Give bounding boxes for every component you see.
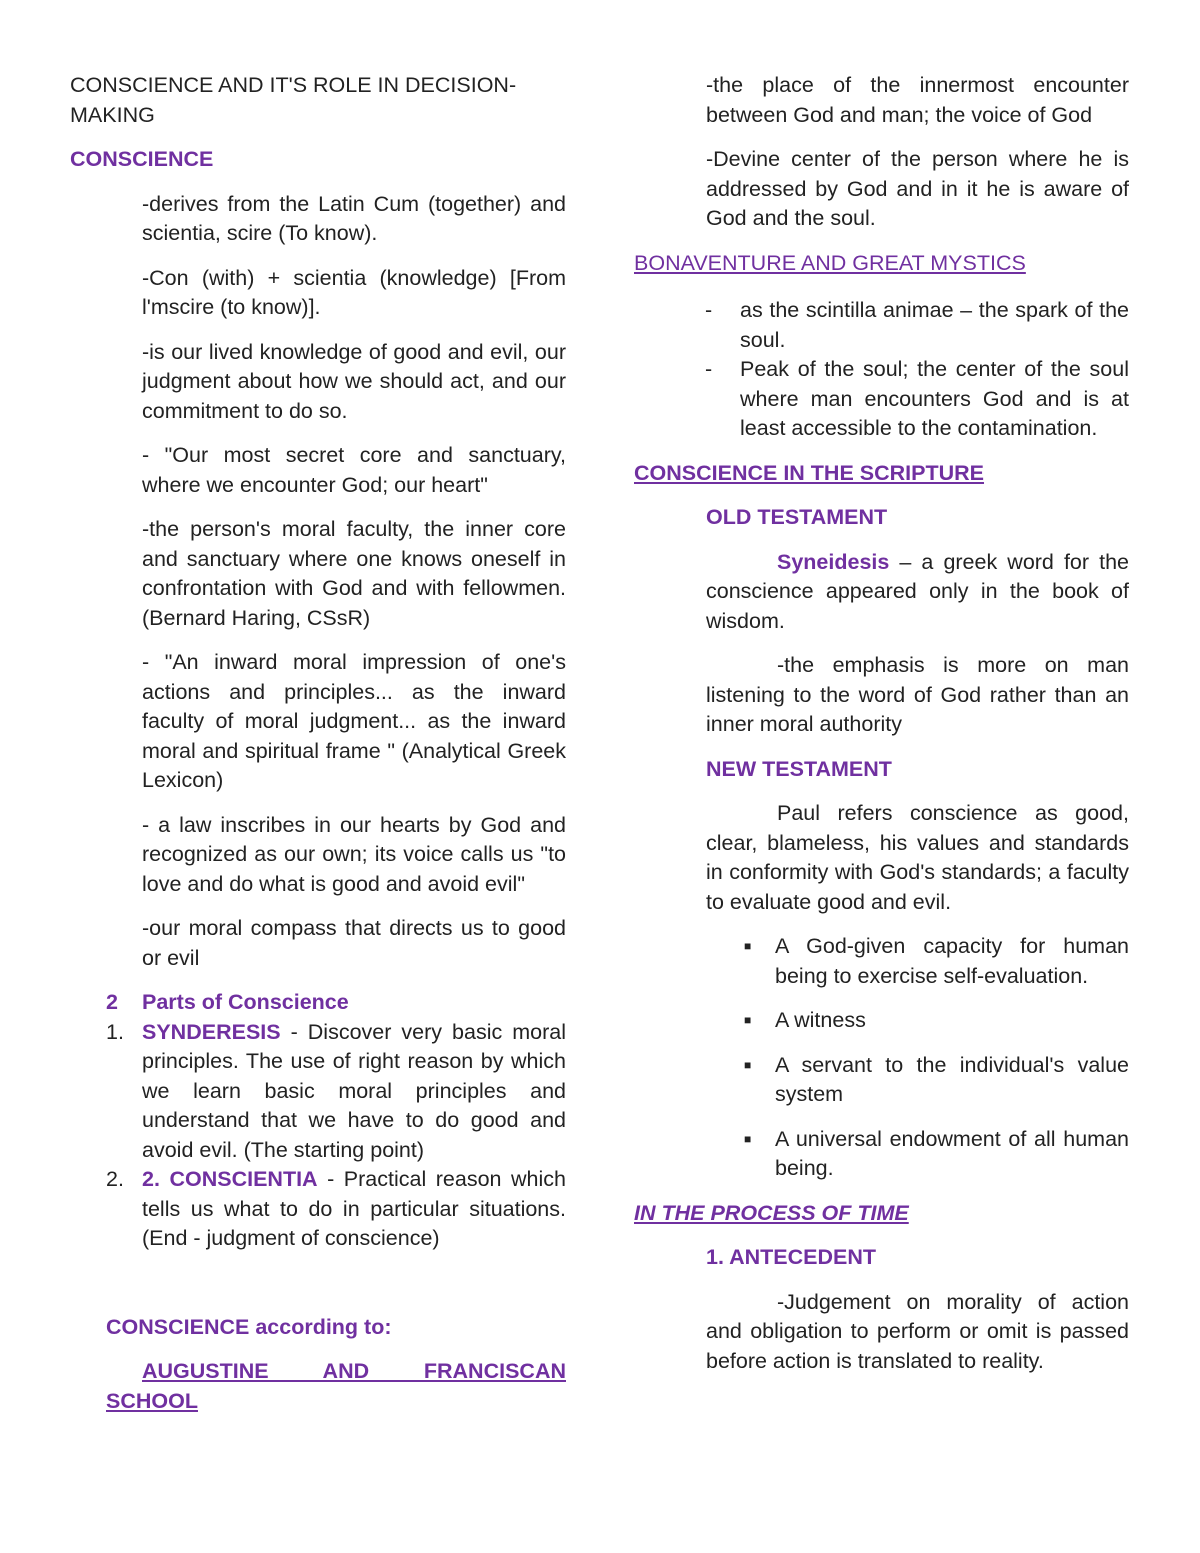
parts-heading-label: Parts of Conscience — [142, 990, 349, 1014]
square-bullet-icon: ■ — [744, 1057, 752, 1072]
old-testament-text: Syneidesis – a greek word for the conscience appeared only in the book of wisdom. — [706, 549, 1129, 633]
augustine-heading: AUGUSTINE AND FRANCISCAN SCHOOL — [106, 1359, 566, 1413]
process-heading: IN THE PROCESS OF TIME — [634, 1200, 909, 1225]
nt-bullet: ■ A God-given capacity for human being to exercise self-evaluation. — [744, 934, 1129, 988]
part-number: 1. — [106, 1019, 124, 1044]
intro-1: -the place of the innermost encounter between God and man; the voice of God — [706, 73, 1129, 127]
intro-2: -Devine center of the person where he is addressed by God and in it he is aware of God and the soul. — [706, 147, 1129, 230]
old-testament-text-2: -the emphasis is more on man listening to the word of God rather than an inner moral authority — [706, 653, 1129, 736]
left-column — [70, 71, 566, 1416]
new-testament-heading: NEW TESTAMENT — [706, 756, 892, 781]
definition-8: -our moral compass that directs us to good or evil — [142, 916, 566, 970]
scripture-heading: CONSCIENCE IN THE SCRIPTURE — [634, 460, 985, 485]
definition-7: - a law inscribes in our hearts by God and recognized as our own; its voice calls us "to love and do what is good and avoid evil" — [142, 812, 566, 896]
according-heading: CONSCIENCE according to: — [106, 1314, 392, 1339]
part-synderesis — [106, 1018, 566, 1166]
definition-5: -the person's moral faculty, the inner core and sanctuary where one knows oneself in confrontation with God and with fellowmen. (Bernard Haring, CSsR) — [142, 517, 566, 630]
bonaventure-item: - as the scintilla animae – the spark of the soul. — [705, 298, 1129, 352]
square-bullet-icon: ■ — [744, 939, 752, 953]
nt-bullet: ■ A servant to the individual's value system — [744, 1052, 1129, 1106]
antecedent-text: -Judgement on morality of action and obligation to perform or omit is passed before action is translated to reality. — [706, 1289, 1129, 1373]
definition-2: -Con (with) + scientia (knowledge) [From l'mscire (to know)]. — [142, 265, 566, 319]
nt-bullet: ■ A universal endowment of all human being. — [744, 1126, 1129, 1180]
nt-bullet: ■ A witness — [740, 1006, 1129, 1036]
definition-3: -is our lived knowledge of good and evil, our judgment about how we should act, and our commitment to do so. — [142, 339, 566, 423]
parts-heading — [106, 988, 566, 1018]
bonaventure-heading: BONAVENTURE AND GREAT MYSTICS — [634, 250, 1026, 275]
square-bullet-icon: ■ — [744, 1131, 752, 1146]
dash-marker: - — [705, 357, 713, 381]
definition-1: -derives from the Latin Cum (together) and scientia, scire (To know). — [142, 191, 566, 245]
antecedent-heading: 1. ANTECEDENT — [706, 1245, 877, 1269]
definition-6: - "An inward moral impression of one's actions and principles... as the inward faculty of moral judgment... as the inward moral and spiritual frame " (Analytical Greek Lexicon) — [142, 650, 566, 792]
new-testament-text: Paul refers conscience as good, clear, blameless, his values and standards in conformity with God's standards; a faculty to evaluate good and evil. — [706, 801, 1129, 914]
dash-marker: - — [705, 298, 713, 322]
right-column — [634, 71, 1129, 1376]
document-title: CONSCIENCE AND IT'S ROLE IN DECISION-MAKING — [70, 73, 517, 127]
part-text: - Discover very basic moral principles. The use of right reason by which we learn basic moral principles and understand that we have to do good and avoid evil. (The starting point) — [142, 1019, 566, 1162]
conscience-heading: CONSCIENCE — [70, 147, 214, 171]
part-number: 2. — [106, 1167, 124, 1191]
part-conscientia — [106, 1165, 566, 1254]
old-testament-heading: OLD TESTAMENT — [706, 505, 888, 529]
syneidesis-term: Syneidesis — [777, 549, 890, 574]
bonaventure-item: - Peak of the soul; the center of the soul where man encounters God and is at least accessible to the contamination. — [705, 357, 1129, 440]
part-term: SYNDERESIS — [142, 1019, 281, 1044]
definition-4: - "Our most secret core and sanctuary, where we encounter God; our heart" — [142, 443, 566, 497]
part-text: - Practical reason which tells us what to do in particular situations. (End - judgment of conscience) — [142, 1167, 566, 1250]
parts-heading-number: 2 — [106, 990, 118, 1014]
square-bullet-icon: ■ — [744, 1013, 752, 1027]
part-term: 2. CONSCIENTIA — [142, 1167, 318, 1191]
